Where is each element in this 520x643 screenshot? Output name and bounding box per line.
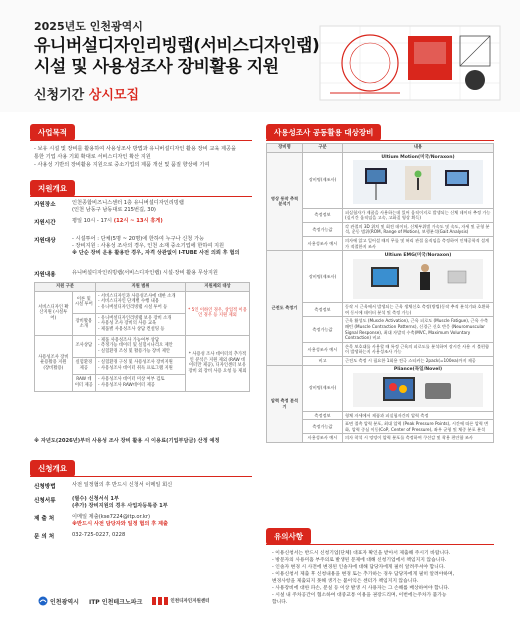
eq-label: 장비명(제조사) — [303, 365, 343, 411]
sub-cell: 이론 및 시설 투어 — [72, 291, 95, 313]
design-center-logo-icon — [152, 597, 168, 605]
hero-title — [34, 36, 319, 78]
equipment-table — [266, 143, 494, 443]
purpose-line-3: - 사용성 기반의 장비활용 지원으로 중소기업의 제품 개선 및 품질 향상에 기여 — [34, 162, 210, 168]
docs-value-1: (필수) 신청서식 1부 — [72, 496, 120, 502]
footer-logos — [38, 594, 210, 608]
motion-photo-icon — [353, 160, 483, 204]
eq-label: 측정정보 — [303, 411, 343, 420]
hero-graphic-icon — [310, 8, 510, 108]
notice-heading: 유의사항 — [266, 528, 311, 545]
notice-line-4: - 이용신청서 제출 후 신청내용을 변경 또는 추가하는 경우 담당자에게 필히 알려야하며, — [272, 572, 455, 577]
table-row — [35, 291, 250, 313]
eq-photo-cell-2: Ultium EMG(미국/Noraxon) — [343, 251, 494, 303]
eq-value: 동작 시 근육에서 발생되는 근육 생체신호 측정(방법)동작 추적 분석기와 호환하여 동시에 데이터 분석 및 측정 가능) — [343, 303, 494, 317]
notice-divider — [266, 544, 494, 545]
emg-photo-icon — [353, 259, 483, 299]
scope-cell: - 사용성조사 데이터 미상 여부 검토 - 사용성조사 RAW데이터 제공 — [96, 374, 186, 391]
table-row — [267, 251, 494, 303]
table-row — [35, 335, 250, 357]
eq-label: 사용성조사 예시 — [303, 236, 343, 250]
place-value-2: (인천 남동구 남동대로 215번길, 30) — [72, 207, 156, 213]
table-row — [267, 365, 494, 411]
hero-banner — [0, 0, 520, 112]
logo-design-center: 인천디자인지원센터 — [152, 597, 209, 605]
eq-value: 근전도 측정 시 필요한 1회용 전극 스티커는 2pack(=100ea)까지 제공 — [343, 356, 494, 365]
support-th-3: 지원제외 대상 — [186, 283, 250, 292]
group-cell-2: 사용성조사 장비 운용활용 지원 (장비활용) — [35, 335, 73, 391]
place-value-1: 인천종합비즈니스센터 1층 유니버설디자인리빙랩 — [72, 200, 184, 206]
eq-name-1: 영상 동작 추적 분석기 — [267, 152, 303, 251]
period-highlight: 상시모집 — [88, 88, 139, 103]
overview-heading: 지원개요 — [30, 180, 75, 197]
notice-line-6: - 사용장비에 대한 파손, 분실 등 이상 발생 시 사용자는 그 손해를 배상하여야 합니다. — [272, 586, 450, 591]
eq-value: 의자 착석 시 엉덩이 압력 분포를 측정하여 쿠션감 및 착용 편안함 조사 — [343, 434, 494, 443]
scope-cell: - 서비스디자인과 사용성조사에 대한 소개 - 서비스디자인 단계별 수행 내용 - 유니버설디자인리빙랩 시설 투어 등 — [96, 291, 186, 313]
pliance-photo-icon — [353, 373, 483, 407]
content-value: 유니버설디자인리빙랩(서비스디자인랩) 시설·장비 활용 무상지원 — [72, 270, 218, 276]
incheon-logo-icon — [38, 596, 48, 606]
eq-label: 사용성조사 예시 — [303, 434, 343, 443]
time-value-break: (12시 ~ 13시 휴게) — [113, 218, 163, 224]
group-cell-1: 서비스디자인 확산지원 (시설투어) — [35, 291, 73, 335]
submit-key: 제 출 처 — [34, 516, 55, 522]
eq-label: 장비명(제조사) — [303, 251, 343, 303]
eq-label: 측정정보 — [303, 208, 343, 222]
eq-value: 의자에 앉고 일어설 때의 무릎 및 허리 관절 움직임을 측정하여 인체공학적 설계가 적절한지 조사 — [343, 236, 494, 250]
eq-th-2: 구분 — [303, 144, 343, 153]
eq-name-2: 근전도 측정기 — [267, 251, 303, 365]
submit-value-1[interactable]: 이메일 제출(kse7224@itp.or.kr) — [72, 514, 151, 520]
place-key: 지원장소 — [34, 202, 56, 208]
sub-cell: RAW 데이터 제공 — [72, 374, 95, 391]
sub-cell: 실험환경 제공 — [72, 357, 95, 374]
eq-value: 표면 접촉 압력 분포, 최대 압력 (Peak Pressure Points), 시간에 따른 압력 변화, 압력 중심 이동(CoP, Center of Pressure), 좌우 균형 및 체중 분포 분석 — [343, 420, 494, 434]
contact-key: 문 의 처 — [34, 534, 55, 540]
purpose-divider — [30, 140, 252, 141]
sub-cell: 장비활용 소개 — [72, 313, 95, 335]
sub-cell: 조사상담 — [72, 335, 95, 357]
notice-line-7: - 시설 내 주차공간이 협소하여 대중교통 이용을 권장드리며, 이번에는주차가 불가능 — [272, 593, 447, 598]
eq-value: 피실험자가 제품을 사용하는데 있어 움직이지로 발생되는 신체 데이터 추정 가능 (실시간 움직임을 고속, 고화질 영상 획득) — [343, 208, 494, 222]
eq-label: 측정정보 — [303, 303, 343, 317]
logo-itp: ITP 인천테크노파크 — [88, 598, 143, 606]
method-value: 사전 일정협의 후 반드시 신청서 이메일 회신 — [72, 482, 173, 488]
exclude-cell-2: * 사용성 조사 데이터의 추가적인 분석은 지원 제외 (RAW 데이터만 제공), 디자인센터 보유 장비 외 장비 사용 요청 등 제외 — [186, 335, 250, 391]
notice-line-3: - 인솔자 변경 시 사전에 변경된 인솔자에 대해 담당자에게 필히 알려주셔야 합니다. — [272, 565, 445, 570]
hero-title-line1: 유니버설디자인리빙랩(서비스디자인랩) — [34, 36, 320, 56]
overview-note: ※ 자년도(2026년)부터 사용성 조사 장비 활용 시 이용료(기업부담금) 산정 예정 — [34, 438, 220, 444]
eq-th-3: 내용 — [343, 144, 494, 153]
eq-label: 비고 — [303, 356, 343, 365]
docs-value-2: (추가) 장비지원의 경우 사업자등록증 1부 — [72, 503, 168, 509]
time-value — [72, 218, 163, 225]
support-table — [34, 282, 250, 392]
eq-name-3: 압력 측정 분석기 — [267, 365, 303, 442]
eq-value: 형체 자세에서 제품과 피실험자간의 압력 측정 — [343, 411, 494, 420]
equipment-divider — [266, 140, 494, 141]
eq-label: 사용성조사 예시 — [303, 342, 343, 356]
contact-value: 032-725-0227, 0228 — [72, 532, 126, 538]
apply-divider — [30, 476, 252, 477]
eq-value: 근육 활성도 (Muscle Activation), 근육 피로도 (Muscle Fatigue), 근육 수축 패턴 (Muscle Contraction Patterns), 신경근 신호 반응 (Neuromuscular Signal Response), 최대 자발적 수축(MVC, Maximum Voluntary Contraction) 비교 — [343, 317, 494, 342]
eq-label: 측정가능값 — [303, 420, 343, 434]
eq-label: 측정가능값 — [303, 317, 343, 342]
scope-cell: - 실험환경 구성 및 사용성조사 장비지원 - 사용성조사 데이터 취득 프로그램 지원 — [96, 357, 186, 374]
eq-label: 장비명(제조사) — [303, 152, 343, 208]
exclude-cell-1: * 5인 이하인 경우, 상업적 이용인 경우 등 지원 제외 — [186, 291, 250, 335]
eq-value: 손목 보호대를 사용할 때 특정 근육의 피로도를 분석하여 장시간 사용 시 불편함이 발생하는지 사용성조사 가능 — [343, 342, 494, 356]
support-th-1: 지원 구분 — [35, 283, 96, 292]
notice-line-8: 합니다. — [272, 600, 288, 605]
notice-line-5: 변경사항을 제출되지 못해 생기는 불이익은 센터가 책임지지 않습니다. — [272, 579, 419, 584]
method-key: 신청방법 — [34, 484, 56, 490]
equipment-heading: 사용성조사 공동활용 대상장비 — [266, 124, 381, 141]
purpose-line-2: 통한 기업 사용 기회 확대로 서비스디자인 확산 지원 — [34, 154, 151, 160]
submit-value-2: ※반드시 사전 담당자와 일정 협의 후 제출 — [72, 521, 169, 527]
period-prefix: 신청기간 — [34, 88, 85, 103]
target-line-3: ※ 단순 장비 운용 활용만 경우, 자격 상관없이 I-TUBE 사전 의뢰 후 협의 — [72, 250, 240, 256]
docs-key: 신청서류 — [34, 498, 56, 504]
eq-value: 각 관절의 3D 위치 및 회전 데이터, 신체부위별 가속도 및 속도, 자세 및 균형 분석, 운동 범위(ROM, Range of Motion), 보행분석(Gait Analysis) — [343, 222, 494, 236]
time-value-main: 평일 10시 - 17시 — [72, 218, 113, 224]
eq-photo-cell-1: Ultium Motion(미국/Noraxon) — [343, 152, 494, 208]
apply-heading: 신청개요 — [30, 460, 75, 477]
time-key: 지원시간 — [34, 220, 56, 226]
eq-photo-cell-3: Pliance(독일/Novel) — [343, 365, 494, 411]
overview-divider — [30, 196, 252, 197]
hero-title-line2: 시설 및 사용성조사 장비활용 지원 — [34, 57, 279, 77]
scope-cell: - 유니버설디자인리빙랩 보유 장비 소개 - 사용성 조사 장비의 사용 교육 - 제품별 사용성조사 상담 컨설팅 등 — [96, 313, 186, 335]
content-key: 지원내용 — [34, 272, 56, 278]
notice-line-1: - 이용신청서는 반드시 신청기업(단체) 대표자 확인을 받아서 제출해 주시기 바랍니다. — [272, 551, 451, 556]
purpose-line-1: - 보유 시설 및 장비를 활용하여 사용성조사 방법과 유니버설디자인 활용 장비 교육 제공을 — [34, 146, 237, 152]
target-line-2: - 장비지원 : 사용성 조사의 경우, 인천 소재 중소기업에 한하여 지원 — [72, 243, 225, 249]
notice-line-2: - 방문자의 사용미흡 부주의로 발생된 문제에 대해 신청기업에서 책임지지 않습니다. — [272, 558, 447, 563]
target-key: 지원대상 — [34, 238, 56, 244]
support-th-2: 지원 범위 — [96, 283, 186, 292]
eq-label: 측정가능값 — [303, 222, 343, 236]
target-line-1: - 시설투어 : 단체(5명 ~ 20명)에 한하여 누구나 신청 가능 — [72, 236, 204, 242]
table-row — [267, 152, 494, 208]
scope-cell: - 제품 사용성조사 가능여부 상담 - 측정가능 데이터 및 실험시나리오 제안 - 실험환경 조성 및 활용가능 장비 제안 — [96, 335, 186, 357]
hero-period — [34, 84, 139, 103]
logo-incheon: 인천광역시 — [38, 596, 79, 606]
purpose-heading: 사업목적 — [30, 124, 75, 141]
eq-th-1: 장비명 — [267, 144, 303, 153]
hero-year: 2025년도 인천광역시 — [34, 20, 143, 33]
